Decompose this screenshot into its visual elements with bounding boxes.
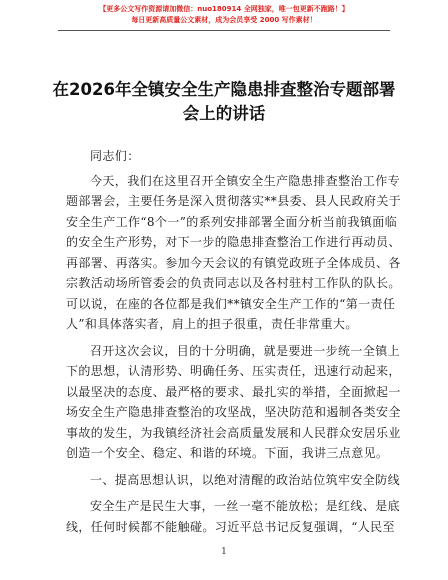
document-title: 在2026年全镇安全生产隐患排查整治专题部署会上的讲话: [52, 80, 396, 123]
text-line: 再部署、再落实。参加今天会议的有镇党政班子全体成员、各: [66, 255, 401, 270]
text-line: 宗教活动场所管委会的负责同志以及各村驻村工作队的队长。: [66, 276, 401, 290]
paragraph-purpose: [66, 341, 401, 464]
text-line: 召开这次会议，目的十分明确，就是要进一步统一全镇上: [90, 343, 401, 358]
text-line: 以最坚决的态度、最严格的要求、最扎实的举措，全面掀起一: [66, 384, 401, 399]
text-line: 场安全生产隐患排查整治的攻坚战，坚决防范和遏制各类安全: [66, 405, 401, 419]
text-line: 的安全生产形势，对下一步的隐患排查整治工作进行再动员、: [66, 235, 401, 249]
document-body: [66, 146, 402, 543]
salutation: 同志们：: [90, 149, 140, 163]
text-line: 事故的发生，为我镇经济社会高质量发展和人民群众安居乐业: [66, 425, 401, 440]
text-line: 安全生产是民生大事，一丝一毫不能放松；是红线、是底: [90, 499, 401, 513]
banner-line-2: 每日更新高质量公文素材，成为会员享受 2000 写作素材！: [131, 16, 317, 24]
text-line: 下的思想，认清形势、明确任务、压实责任，迅速行动起来，: [66, 364, 401, 378]
text-line: 今天，我们在这里召开全镇安全生产隐患排查整治工作专: [90, 173, 401, 188]
text-line: 一、提高思想认识，以绝对清醒的政治站位筑牢安全防线: [90, 472, 401, 487]
text-line: 人”和具体落实者，肩上的担子很重，责任非常重大。: [66, 317, 358, 331]
paragraph-opening: [66, 171, 402, 335]
banner-line-1: 【更多公文写作资源请加微信：nuo180914 全网独家，唯一包更新不跑路！】: [99, 5, 349, 13]
text-line: 线，任何时候都不能触碰。习近平总书记反复强调，“人民至: [66, 519, 395, 534]
text-line: 题部署会，主要任务是深入贯彻落实**县委、县人民政府关于: [66, 194, 402, 208]
document-banner: [0, 4, 448, 26]
section-heading-1: [66, 470, 401, 491]
header-divider: [58, 30, 390, 31]
page-number: 1: [221, 547, 227, 557]
text-line: 安全生产工作“8个一”的系列安排部署全面分析当前我镇面临: [66, 214, 398, 229]
paragraph-section-1: [66, 496, 401, 537]
text-line: 创造一个安全、稳定、和谐的环境。下面，我讲三点意见。: [66, 446, 389, 460]
text-line: 可以说，在座的各位都是我们**镇安全生产工作的“第一责任: [66, 296, 396, 311]
